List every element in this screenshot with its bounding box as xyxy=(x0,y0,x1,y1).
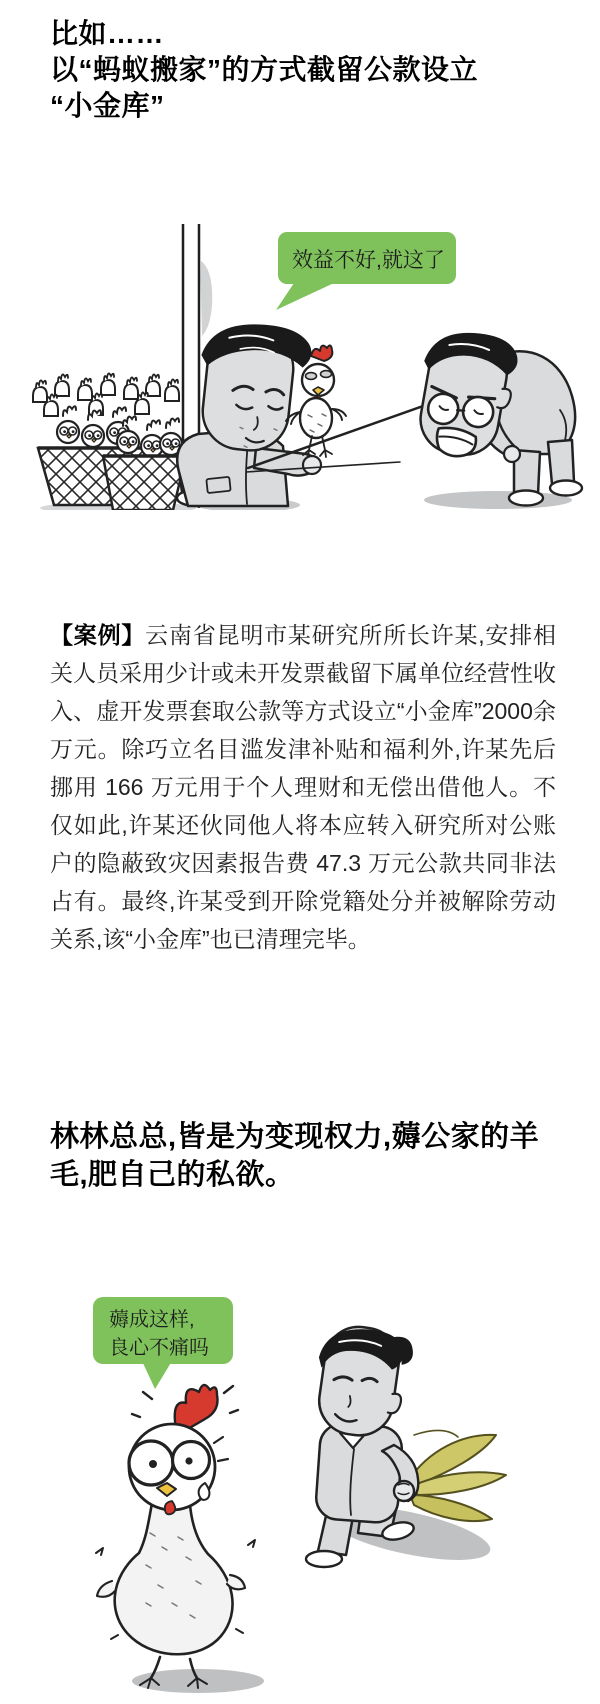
chicken-in-hand xyxy=(286,345,346,457)
case-label: 【案例】 xyxy=(50,622,146,648)
plucked-chicken-character xyxy=(96,1385,255,1688)
heading-line-1: 比如…… xyxy=(50,18,165,49)
cartoon-handover-illustration xyxy=(0,210,600,510)
heading-line-2: 以“蚂蚁搬家”的方式截留公款设立 xyxy=(50,54,479,85)
open-mouth xyxy=(165,1501,175,1514)
wing-stub xyxy=(227,1575,245,1589)
subordinate-character xyxy=(409,325,582,506)
wing xyxy=(332,409,346,420)
cartoon-plucked-chicken-illustration xyxy=(0,1285,600,1704)
heading-line-3: “小金库” xyxy=(50,90,165,121)
official-with-feathers-character xyxy=(306,1322,506,1567)
hand xyxy=(504,446,520,462)
shoe xyxy=(509,491,543,506)
shoe xyxy=(550,481,582,496)
speech-bubble-1 xyxy=(276,232,456,310)
comb xyxy=(311,345,332,361)
chicken-crowd xyxy=(33,373,179,416)
speech-bubble-1-text: 效益不好,就这了 xyxy=(292,249,445,272)
leg xyxy=(548,440,574,484)
case-body-text: 云南省昆明市某研究所所长许某,安排相关人员采用少计或未开发票截留下属单位经营性收入、虚开发票套取公款等方式设立“小金库”2000余万元。除巧立名目滥发津补贴和福利外,许某先后挪用 166 万元用于个人理财和无偿出借他人。不仅如此,许某还伙同他人将本应转入研究所对公账户的隐蔽致灾因素报告费 47.3 万元公款共同非法占有。最终,许某受到开除党籍处分并被解除劳动关系,该“小金库”也已清理完毕。 xyxy=(50,622,557,952)
statement-text: 林林总总,皆是为变现权力,薅公家的羊毛,肥自己的私欲。 xyxy=(50,1121,540,1191)
speech-bubble-2-line1: 薅成这样, xyxy=(109,1309,195,1331)
wing-stub xyxy=(97,1581,115,1597)
speech-bubble-2 xyxy=(93,1297,233,1389)
shadow xyxy=(424,491,572,509)
speech-bubble-2-line2: 良心不痛吗 xyxy=(109,1337,209,1359)
article-heading xyxy=(50,16,570,124)
shoe xyxy=(306,1551,342,1567)
body xyxy=(300,398,332,438)
hand xyxy=(303,456,321,474)
stolen-feathers xyxy=(408,1430,506,1521)
case-paragraph xyxy=(50,616,556,958)
body xyxy=(115,1503,233,1654)
